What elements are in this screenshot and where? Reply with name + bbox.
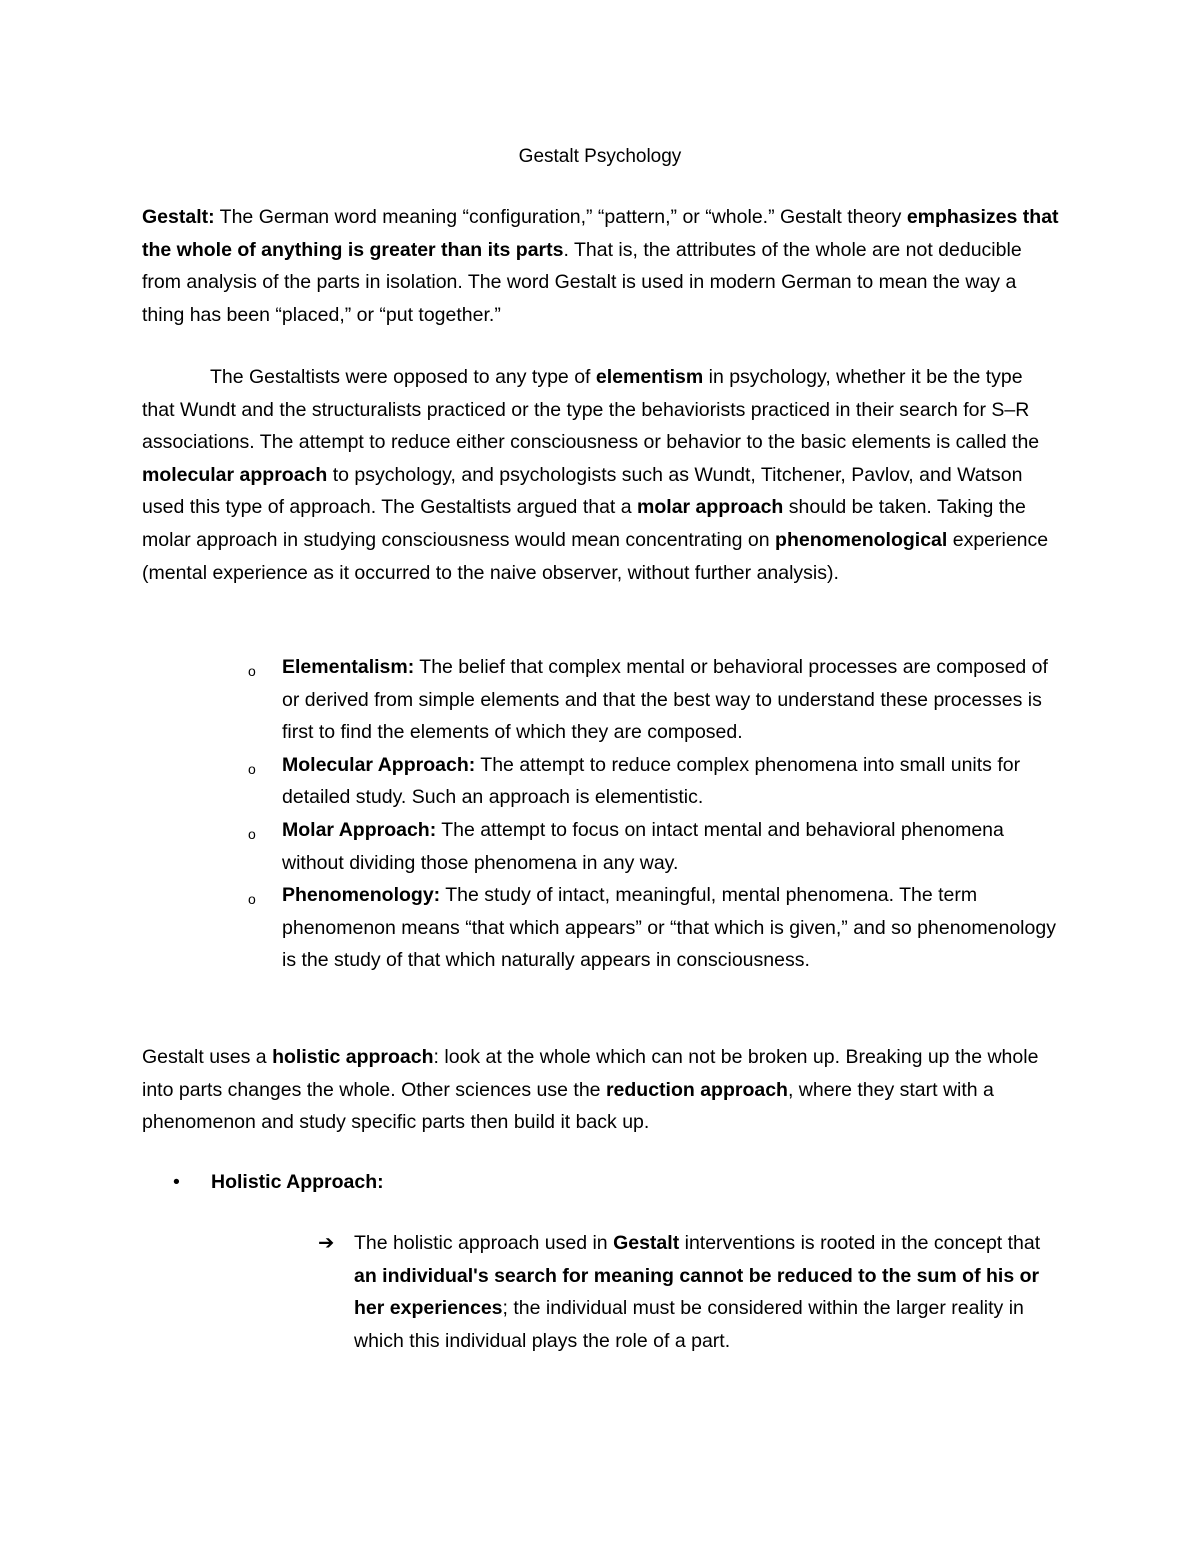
- definition-list: [248, 651, 1060, 977]
- arrow-right-icon: ➔: [318, 1232, 335, 1254]
- term-elementism: elementism: [595, 366, 704, 388]
- list-item: [248, 814, 1060, 879]
- circle-bullet-icon: o: [248, 760, 256, 777]
- emphasis-search-meaning: an individual's search for meaning cannot be reduced to the sum of his or her experiences: [354, 1264, 1040, 1320]
- emphasis-whole-greater: emphasizes that the whole of anything is greater than its parts: [142, 206, 1059, 261]
- term-holistic-approach: holistic approach: [272, 1046, 434, 1068]
- term-reduction-approach: reduction approach: [605, 1078, 788, 1101]
- text-segment: to psychology, and psychologists such as Wundt, Titchener, Pavlov, and Watson used this type of approach. The Gestaltists argued that a: [142, 463, 1023, 519]
- term-molecular-approach: molecular approach: [142, 463, 328, 486]
- definition-term: Phenomenology:: [282, 884, 441, 907]
- paragraph-gestalt-definition: [142, 201, 1060, 331]
- text-segment: The Gestaltists were opposed to any type of: [210, 366, 596, 388]
- definition-term: Molecular Approach:: [282, 753, 476, 776]
- definition-text: The attempt to reduce complex phenomena into small units for detailed study. Such an approach is elementistic.: [282, 753, 1021, 809]
- text-segment: The German word meaning “configuration,” “pattern,” or “whole.” Gestalt theory: [214, 206, 907, 228]
- bullet-heading: [173, 1166, 773, 1199]
- definition-text: The belief that complex mental or behavioral processes are composed of or derived from simple elements and that the best way to understand these processes is first to find the elements of which they are composed.: [282, 656, 1048, 744]
- list-item: [248, 651, 1060, 749]
- circle-bullet-icon: o: [248, 891, 256, 908]
- text-segment: should be taken. Taking the molar approach in studying consciousness would mean concentrating on: [142, 496, 1026, 551]
- definition-text: The attempt to focus on intact mental and behavioral phenomena without dividing those phenomena in any way.: [282, 818, 1004, 874]
- document-title: Gestalt Psychology: [518, 146, 682, 167]
- arrow-list-item: [318, 1227, 1060, 1357]
- text-segment: interventions is rooted in the concept that: [679, 1232, 1041, 1254]
- arrow-item-text: [318, 1227, 1060, 1357]
- text-segment: ; the individual must be considered within the larger reality in which this individual plays the role of a part.: [354, 1297, 1024, 1352]
- term-phenomenological: phenomenological: [775, 528, 948, 551]
- definition-term: Elementalism:: [282, 656, 415, 678]
- list-item: [248, 749, 1060, 814]
- list-item: [248, 879, 1060, 977]
- text-segment: . That is, the attributes of the whole are not deducible from analysis of the parts in isolation. The word Gestalt is used in modern German to mean the way a thing has been “placed,” or “put together.”: [142, 238, 1022, 326]
- paragraph-gestaltists: [142, 361, 1060, 589]
- text-segment: in psychology, whether it be the type that Wundt and the structuralists practiced or the type the behaviorists practiced in their search for S–R associations. The attempt to reduce either consciousness or behavior to the basic elements is called the: [142, 366, 1040, 454]
- circle-bullet-icon: o: [248, 825, 256, 842]
- definition-term: Molar Approach:: [282, 818, 437, 841]
- text-segment: experience (mental experience as it occurred to the naive observer, without further analysis).: [142, 528, 1049, 584]
- text-segment: , where they start with a phenomenon and study specific parts then build it back up.: [142, 1078, 994, 1134]
- definition-text: The study of intact, meaningful, mental phenomena. The term phenomenon means “that which appears” or “that which is given,” and so phenomenology is the study of that which naturally appears in consciousness.: [282, 884, 1056, 972]
- bullet-dot-icon: •: [173, 1171, 180, 1193]
- circle-bullet-icon: o: [248, 663, 256, 679]
- term-molar-approach: molar approach: [637, 496, 784, 519]
- text-segment: The holistic approach used in: [354, 1232, 614, 1254]
- bullet-heading-label: Holistic Approach:: [211, 1171, 384, 1193]
- term-gestalt-bold: Gestalt: [613, 1232, 680, 1254]
- paragraph-holistic: [142, 1041, 1060, 1139]
- text-segment: Gestalt uses a: [142, 1046, 273, 1068]
- term-gestalt: Gestalt:: [142, 206, 215, 228]
- text-segment: : look at the whole which can not be broken up. Breaking up the whole into parts changes the whole. Other sciences use the: [142, 1046, 1039, 1101]
